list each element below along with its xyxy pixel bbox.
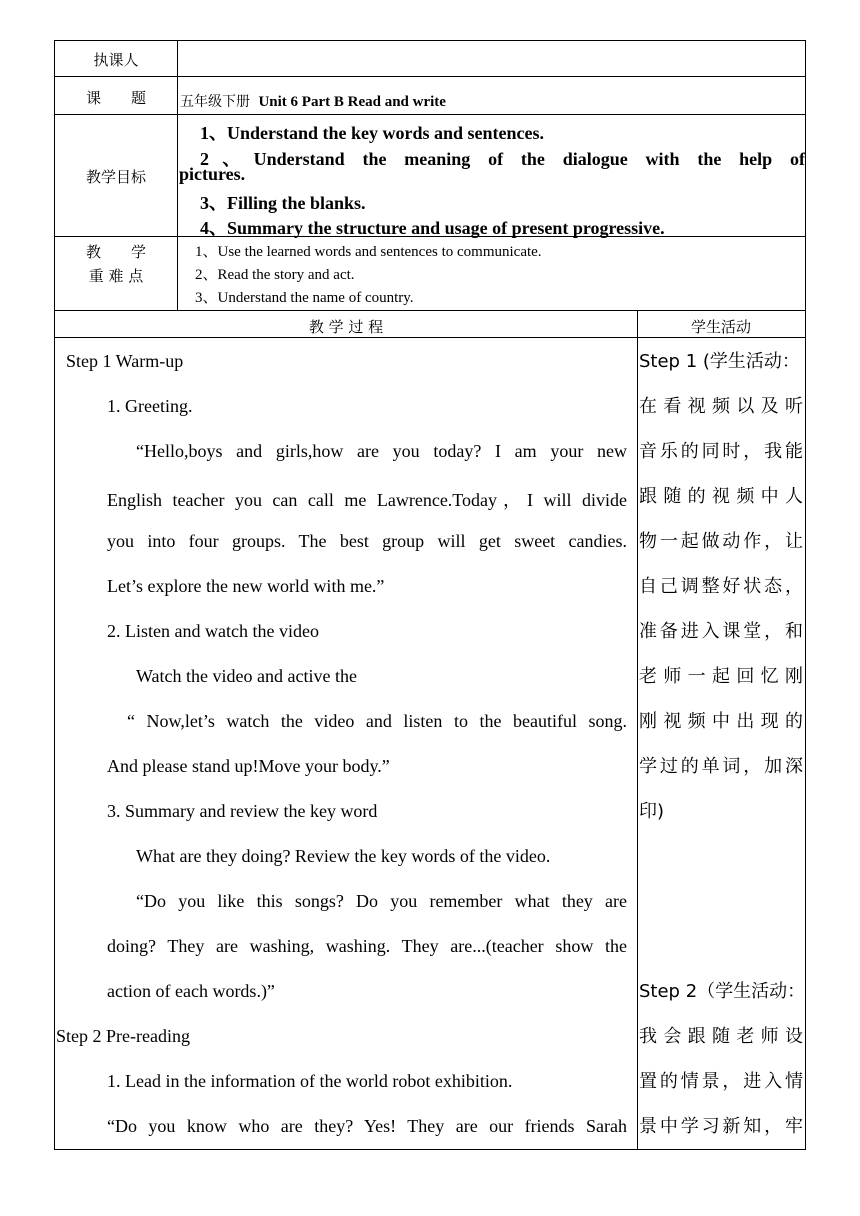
process-line: 3. Summary and review the key word [107,801,378,821]
keypoints-label-1: 教 学 [85,243,146,261]
process-line: Watch the video and active the [136,666,357,686]
topic-value [180,91,446,111]
lesson-plan-table [54,40,806,1150]
process-line: doing? They are washing, washing. They are...(teacher show the [107,936,627,956]
topic-label: 课 题 [85,89,146,107]
process-line: Step 2 Pre-reading [56,1026,190,1046]
process-line: English teacher you can call me Lawrence.Today，I will divide [107,490,627,510]
activity-line: 自己调整好状态， [639,576,803,597]
keypoint-3: 3、Understand the name of country. [195,290,414,306]
process-line: “Hello,boys and girls,how are you today? I am your new [136,441,627,461]
goal-1: 1、Understand the key words and sentences. [200,123,545,143]
row-topic [55,77,805,115]
teacher-label: 执课人 [93,51,139,69]
activity-line: 在看视频以及听 [639,396,803,417]
row-process-header [55,311,805,338]
goal-3: 3、Filling the blanks. [200,193,366,213]
process-line: Let’s explore the new world with me.” [107,576,385,596]
activity-line: Step 1 (学生活动： [639,351,800,372]
row-goals [55,115,805,237]
goal-2: 2、Understand the meaning of the dialogue with the help of [200,149,805,169]
keypoint-1: 1、Use the learned words and sentences to communicate. [195,244,542,260]
process-line: action of each words.)” [107,981,275,1001]
student-activity-step1 [639,339,803,834]
process-line: Step 1 Warm-up [66,351,184,371]
activity-line: 置的情景，进入情 [639,1071,803,1092]
activity-line: 老师一起回忆刚 [639,666,803,687]
process-line: “Do you know who are they? Yes! They are our friends Sarah [107,1116,627,1136]
process-line: you into four groups. The best group will get sweet candies. [107,531,627,551]
activity-line: 学过的单词，加深 [639,756,803,777]
process-line: “Do you like this songs? Do you remember what they are [136,891,627,911]
process-line: And please stand up!Move your body.” [107,756,390,776]
row-keypoints [55,237,805,311]
topic-unit: Unit 6 Part B Read and write [258,94,446,110]
process-line: 1. Greeting. [107,396,193,416]
process-line: 1. Lead in the information of the world robot exhibition. [107,1071,513,1091]
activity-line: 刚视频中出现的 [639,711,803,732]
topic-grade: 五年级下册 [180,94,250,110]
activity-line: 我会跟随老师设 [639,1026,803,1047]
keypoint-2: 2、Read the story and act. [195,267,355,283]
activity-line: 印) [639,801,665,822]
activity-line: 景中学习新知，牢 [639,1116,803,1137]
goal-4: 4、Summary the structure and usage of present progressive. [200,218,665,238]
process-line: What are they doing? Review the key words of the video. [136,846,551,866]
goals-label: 教学目标 [85,168,146,186]
activity-line: 物一起做动作，让 [639,531,803,552]
row-teacher [55,41,805,77]
activity-line: 跟随的视频中人 [639,486,803,507]
keypoints-label-2: 重 难 点 [88,267,144,285]
goal-2-cont: pictures. [179,164,246,184]
activity-line: 音乐的同时，我能 [639,441,803,462]
activity-line: 准备进入课堂，和 [639,621,803,642]
student-activity-step2 [639,969,806,1149]
process-line: 2. Listen and watch the video [107,621,319,641]
process-header: 教 学 过 程 [308,318,384,336]
process-line: “ Now,let’s watch the video and listen to the beautiful song. [127,711,627,731]
student-activity-header: 学生活动 [690,318,751,336]
activity-line: Step 2（学生活动： [639,981,806,1002]
